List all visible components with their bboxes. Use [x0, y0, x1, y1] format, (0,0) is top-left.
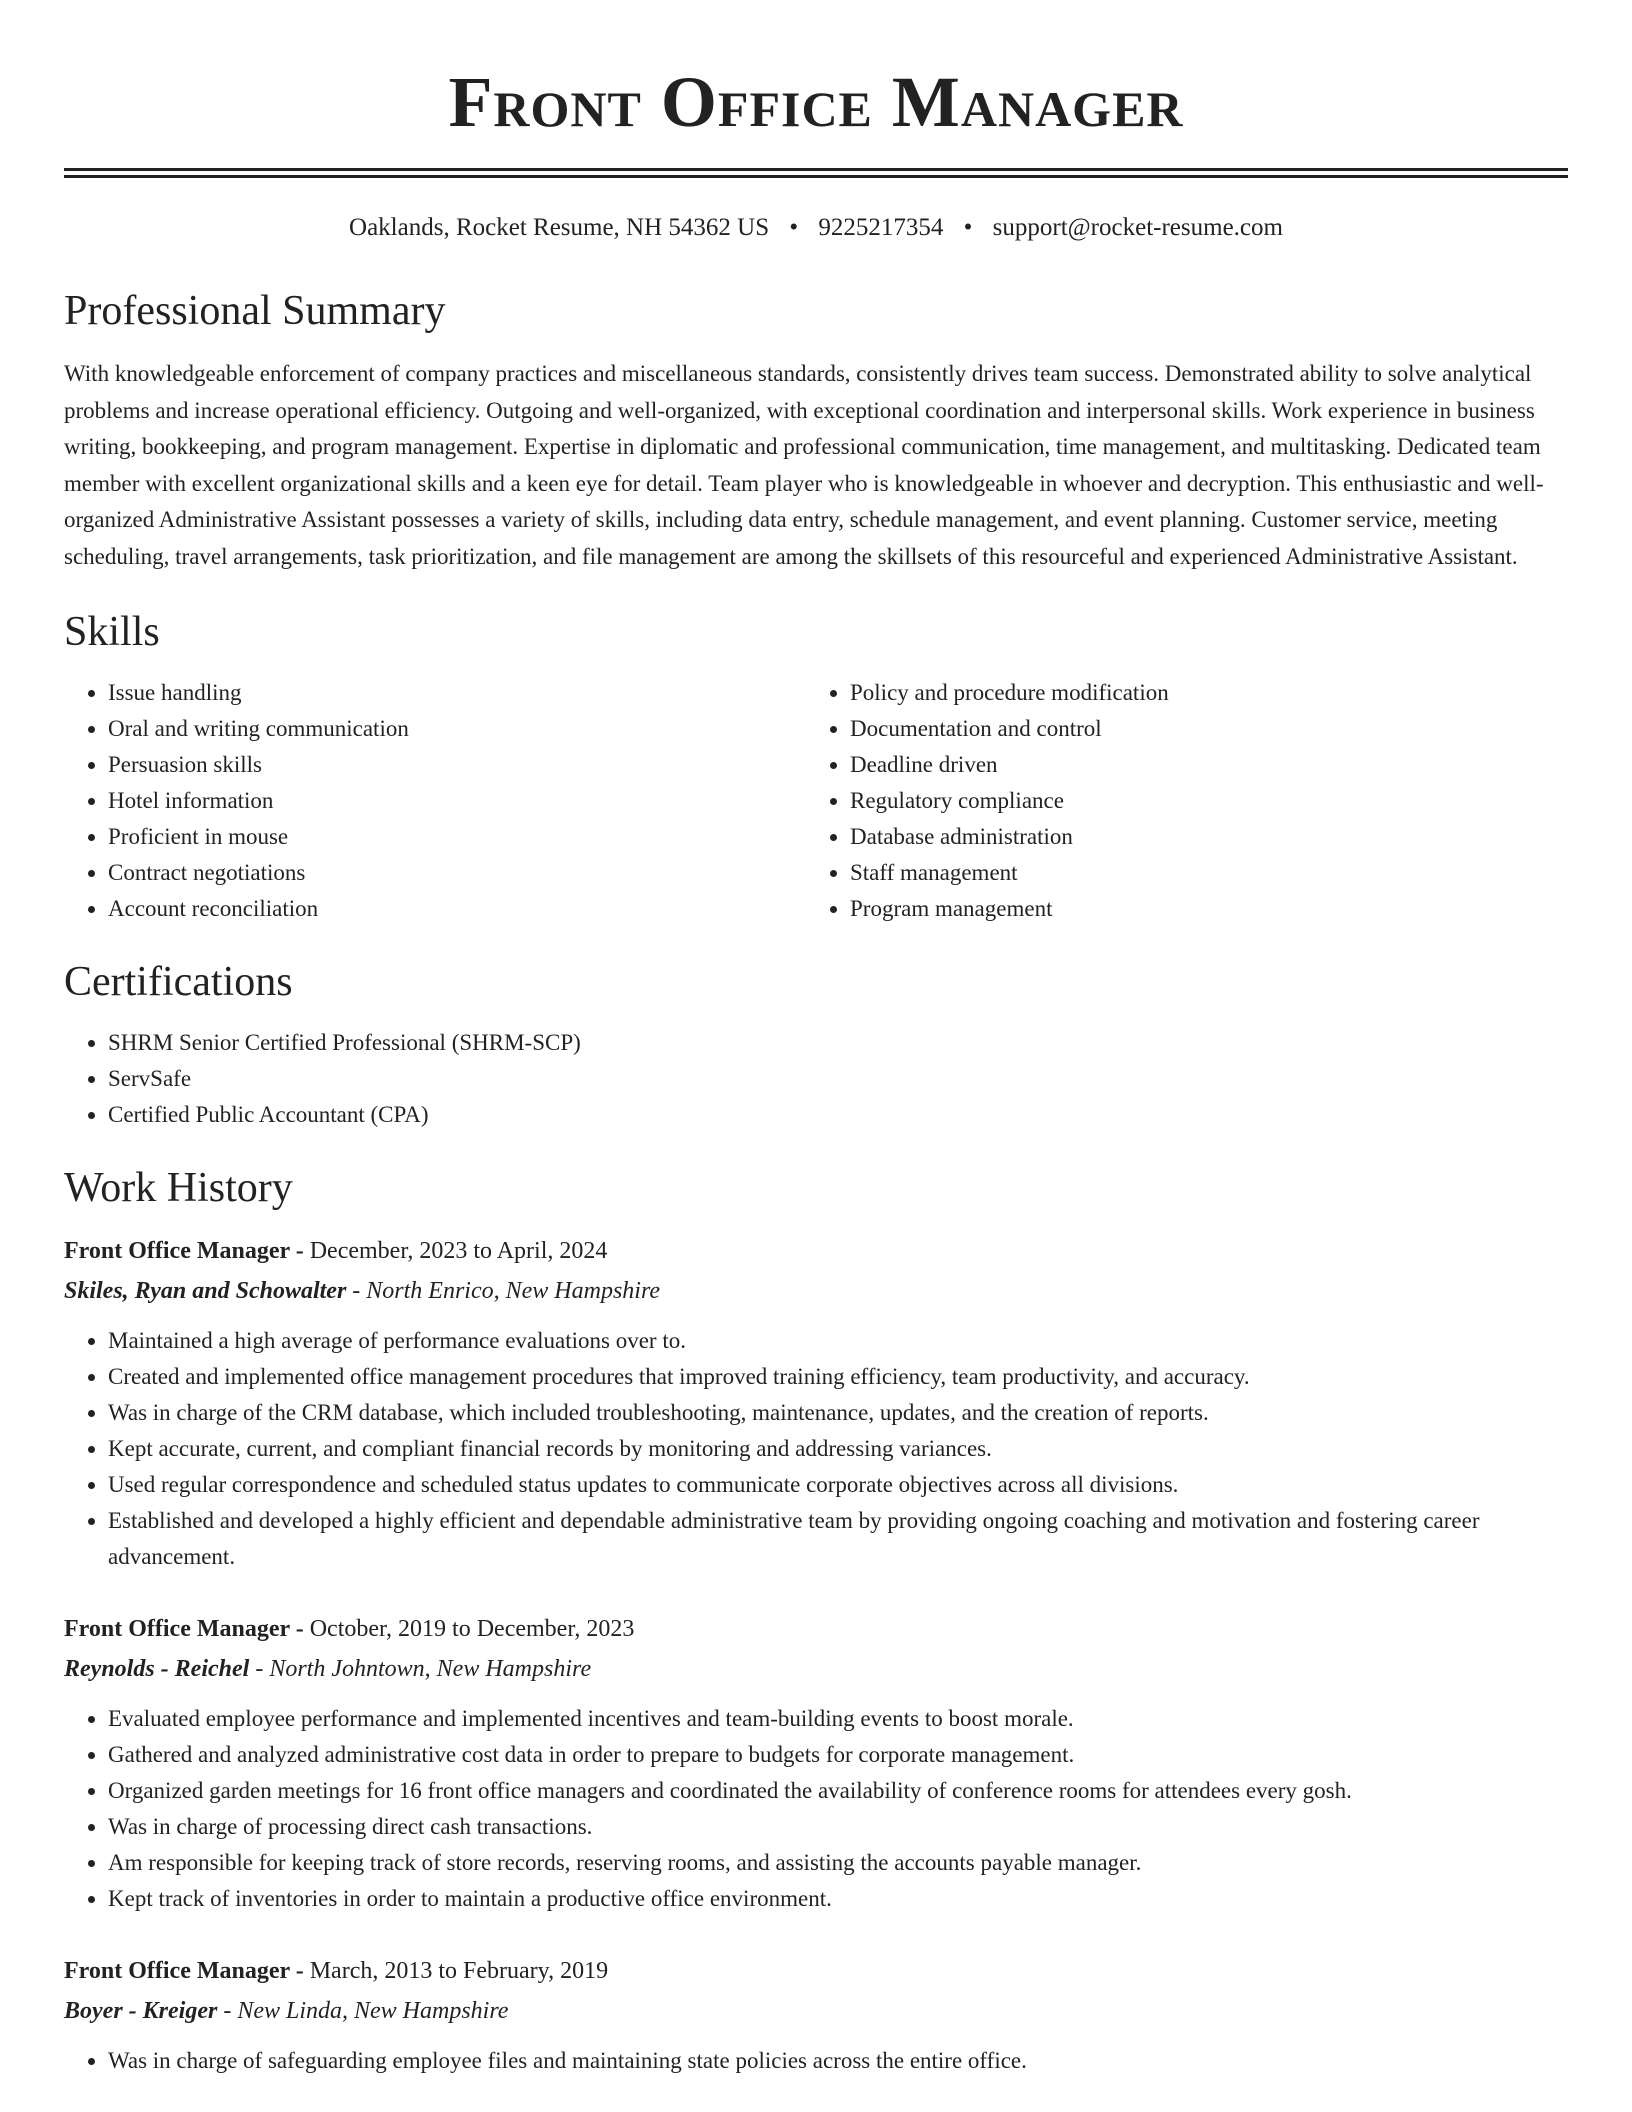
- skill-item: • Deadline driven: [850, 747, 1548, 783]
- job-bullet: • Created and implemented office management procedures that improved training efficiency, team productivity, and accuracy.: [108, 1359, 1568, 1395]
- skill-item: • Hotel information: [108, 783, 806, 819]
- certifications-list: [64, 1025, 1568, 1133]
- summary-text: With knowledgeable enforcement of company practices and miscellaneous standards, consistently drives team success. Demonstrated ability to solve analytical problems and increase operational efficiency. Outgoing and well-organized, with exceptional coordination and interpersonal skills. Work experience in business writing, bookkeeping, and program management. Expertise in diplomatic and professional communication, time management, and multitasking. Dedicated team member with excellent organizational skills and a keen eye for detail. Team player who is knowledgeable in whoever and decryption. This enthusiastic and well-organized Administrative Assistant possesses a variety of skills, including data entry, schedule management, and event planning. Customer service, meeting scheduling, travel arrangements, task prioritization, and file management are among the skillsets of this resourceful and experienced Administrative Assistant.: [64, 361, 1544, 569]
- contact-address: Oaklands, Rocket Resume, NH 54362 US: [349, 214, 770, 241]
- job-bullet: • Used regular correspondence and scheduled status updates to communicate corporate objectives across all divisions.: [108, 1467, 1568, 1503]
- job-bullet: • Maintained a high average of performance evaluations over to.: [108, 1323, 1568, 1359]
- job-bullet: • Kept accurate, current, and compliant financial records by monitoring and addressing variances.: [108, 1431, 1568, 1467]
- skill-item: • Policy and procedure modification: [850, 675, 1548, 711]
- job-location: New Linda, New Hampshire: [237, 1998, 509, 2024]
- job-company-line: Reynolds - Reichel - North Johntown, New Hampshire: [64, 1656, 592, 1682]
- skill-item: • Documentation and control: [850, 711, 1548, 747]
- job-bullet: • Gathered and analyzed administrative cost data in order to prepare to budgets for corporate management.: [108, 1737, 1568, 1773]
- skill-item: • Database administration: [850, 819, 1548, 855]
- job-role: Front Office Manager: [64, 1238, 290, 1264]
- resume-name: Front Office Manager: [448, 62, 1184, 142]
- certification-item: • ServSafe: [108, 1061, 1568, 1097]
- skill-item: • Issue handling: [108, 675, 806, 711]
- certifications-heading: Certifications: [64, 959, 293, 1005]
- resume-page: [64, 0, 1568, 2079]
- certification-item: • Certified Public Accountant (CPA): [108, 1097, 1568, 1133]
- job-bullets: [64, 1701, 1568, 1917]
- skill-item: • Oral and writing communication: [108, 711, 806, 747]
- job-dates: March, 2013 to February, 2019: [309, 1958, 609, 1984]
- contact-phone: 9225217354: [818, 214, 944, 241]
- job-location: North Enrico, New Hampshire: [366, 1278, 661, 1304]
- job-bullet: • Kept track of inventories in order to maintain a productive office environment.: [108, 1881, 1568, 1917]
- job-location: North Johntown, New Hampshire: [269, 1656, 592, 1682]
- job-role: Front Office Manager: [64, 1616, 290, 1642]
- skill-item: • Program management: [850, 891, 1548, 927]
- job-company: Reynolds - Reichel: [64, 1656, 250, 1682]
- skills-list-right: [806, 675, 1548, 927]
- job-title-line: Front Office Manager - October, 2019 to December, 2023: [64, 1616, 635, 1642]
- contact-line: [64, 212, 1568, 244]
- job-company: Skiles, Ryan and Schowalter: [64, 1278, 347, 1304]
- job-company: Boyer - Kreiger: [64, 1998, 218, 2024]
- skill-item: • Persuasion skills: [108, 747, 806, 783]
- contact-separator: •: [789, 214, 799, 241]
- skills-list-left: [64, 675, 806, 927]
- job-bullet: • Established and developed a highly efficient and dependable administrative team by providing ongoing coaching and motivation and fostering career advancement.: [108, 1503, 1568, 1575]
- job-bullet: • Was in charge of processing direct cash transactions.: [108, 1809, 1568, 1845]
- summary-heading: Professional Summary: [64, 288, 446, 334]
- skill-item: • Contract negotiations: [108, 855, 806, 891]
- job-bullet: • Organized garden meetings for 16 front office managers and coordinated the availability of conference rooms for attendees every gosh.: [108, 1773, 1568, 1809]
- contact-separator: •: [963, 214, 973, 241]
- job-dates: October, 2019 to December, 2023: [309, 1616, 635, 1642]
- skills-grid: [64, 675, 1568, 927]
- work-history-heading: Work History: [64, 1165, 293, 1211]
- job-entry: [64, 1609, 1568, 1917]
- skill-item: • Regulatory compliance: [850, 783, 1548, 819]
- job-bullet: • Evaluated employee performance and implemented incentives and team-building events to boost morale.: [108, 1701, 1568, 1737]
- job-bullets: [64, 1323, 1568, 1575]
- job-entry: [64, 1231, 1568, 1575]
- job-bullets: [64, 2043, 1568, 2079]
- job-company-line: Boyer - Kreiger - New Linda, New Hampshire: [64, 1998, 509, 2024]
- job-title-line: Front Office Manager - March, 2013 to February, 2019: [64, 1958, 609, 1984]
- skills-heading: Skills: [64, 609, 160, 655]
- job-bullet: • Am responsible for keeping track of store records, reserving rooms, and assisting the accounts payable manager.: [108, 1845, 1568, 1881]
- job-dates: December, 2023 to April, 2024: [309, 1238, 608, 1264]
- job-bullet: • Was in charge of the CRM database, which included troubleshooting, maintenance, updates, and the creation of reports.: [108, 1395, 1568, 1431]
- header-double-rule: [64, 168, 1568, 178]
- job-bullet: • Was in charge of safeguarding employee files and maintaining state policies across the entire office.: [108, 2043, 1568, 2079]
- job-role: Front Office Manager: [64, 1958, 290, 1984]
- job-title-line: Front Office Manager - December, 2023 to April, 2024: [64, 1238, 608, 1264]
- certification-item: • SHRM Senior Certified Professional (SHRM-SCP): [108, 1025, 1568, 1061]
- skill-item: • Proficient in mouse: [108, 819, 806, 855]
- skill-item: • Account reconciliation: [108, 891, 806, 927]
- job-entry: [64, 1951, 1568, 2079]
- contact-email: support@rocket-resume.com: [992, 214, 1283, 241]
- skill-item: • Staff management: [850, 855, 1548, 891]
- job-company-line: Skiles, Ryan and Schowalter - North Enrico, New Hampshire: [64, 1278, 661, 1304]
